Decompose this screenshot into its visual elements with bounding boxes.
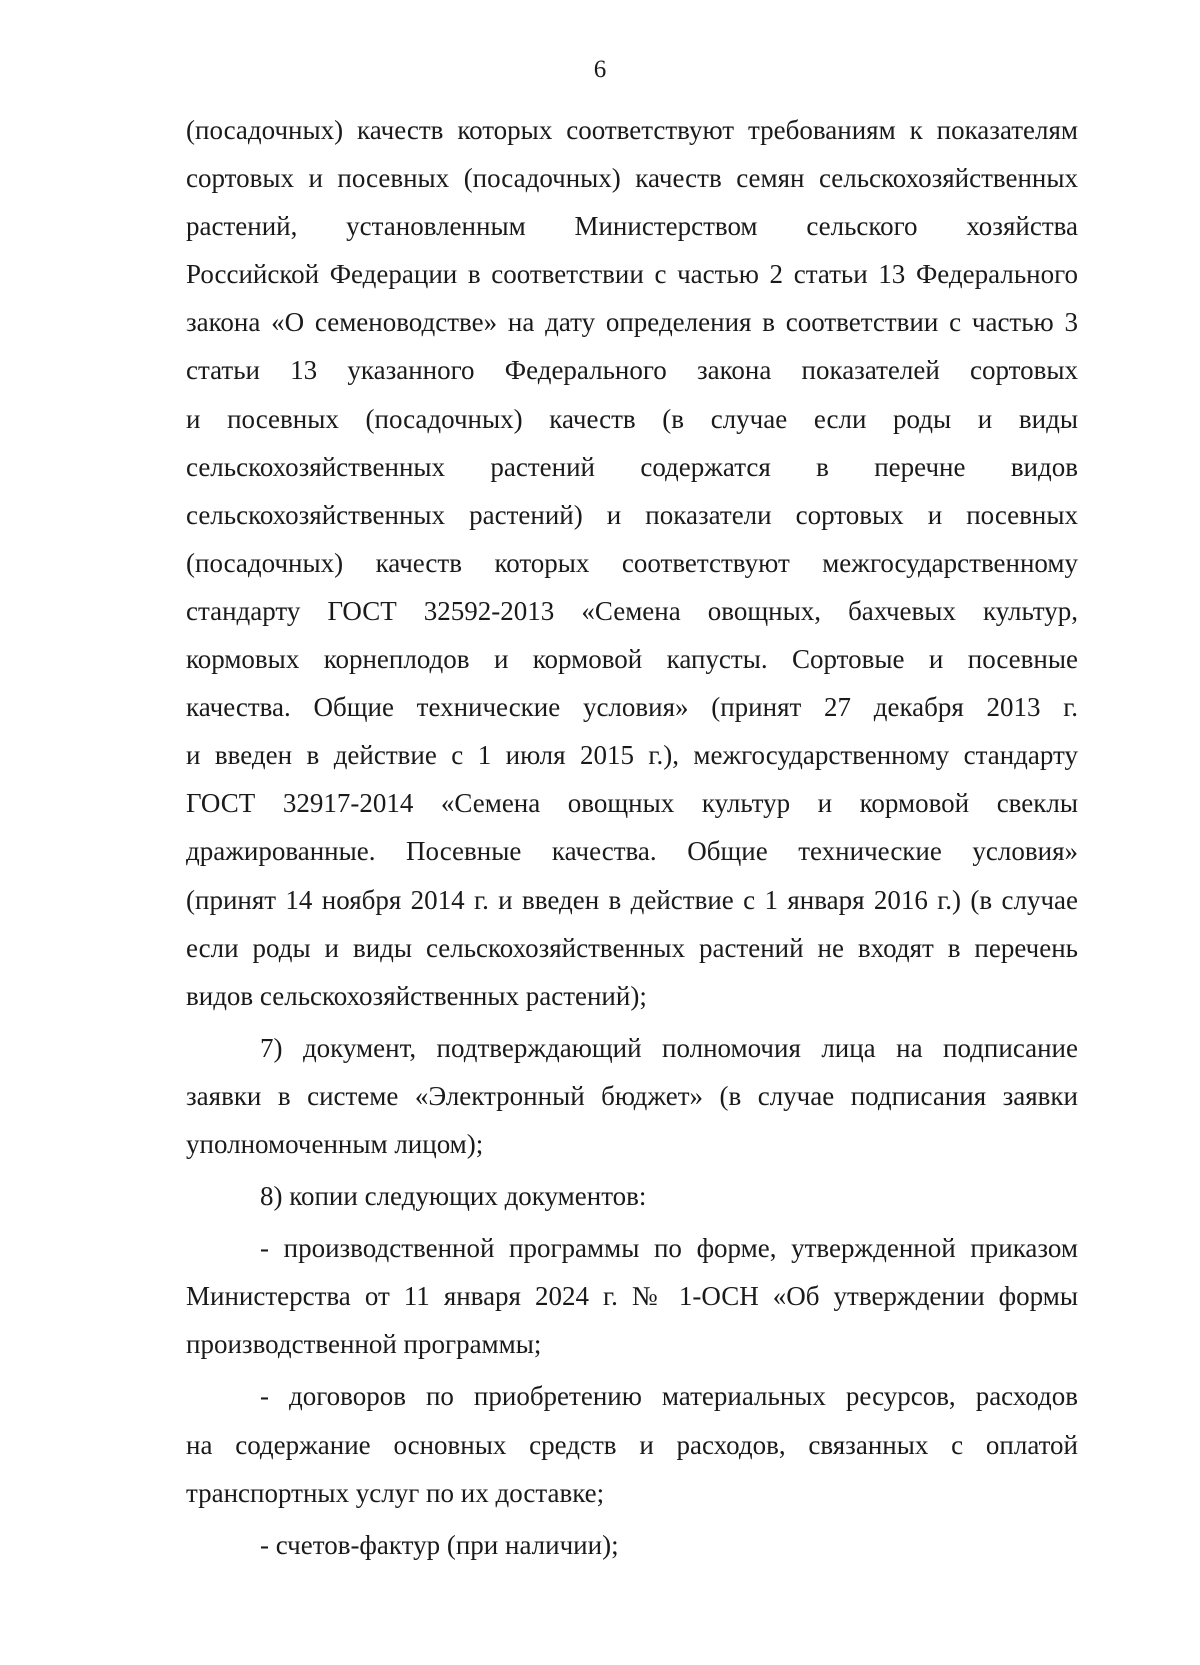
text-line: (посадочных) качеств которых соответствуют требованиям к показателям xyxy=(186,115,1078,145)
text-line: - договоров по приобретению материальных ресурсов, расходов xyxy=(260,1381,1078,1412)
text-line: и посевных (посадочных) качеств (в случае если роды и виды xyxy=(186,403,1078,434)
text-line: (посадочных) качеств которых соответствуют межгосударственному xyxy=(186,547,1078,578)
text-line: кормовых корнеплодов и кормовой капусты. Сортовые и посевные xyxy=(186,644,1078,675)
text-line: 7) документ, подтверждающий полномочия лица на подписание xyxy=(260,1032,1078,1063)
text-line: закона «О семеноводстве» на дату определения в соответствии с частью 3 xyxy=(186,307,1078,338)
text-line: 8) копии следующих документов: xyxy=(260,1181,647,1212)
document-body xyxy=(186,106,1078,1569)
text-line: и введен в действие с 1 июля 2015 г.), межгосударственному стандарту xyxy=(186,740,1078,771)
page-number: 6 xyxy=(593,56,607,83)
text-line: дражированные. Посевные качества. Общие технические условия» xyxy=(186,836,1078,867)
text-line: сельскохозяйственных растений содержатся в перечне видов xyxy=(186,451,1078,482)
text-line: ГОСТ 32917-2014 «Семена овощных культур и кормовой свеклы xyxy=(186,788,1078,819)
list-item-7-authority-document xyxy=(186,1024,1078,1168)
text-line: уполномоченным лицом); xyxy=(186,1128,484,1159)
text-line: заявки в системе «Электронный бюджет» (в случае подписания заявки xyxy=(186,1080,1078,1111)
text-line: (принят 14 ноября 2014 г. и введен в действие с 1 января 2016 г.) (в случае xyxy=(186,884,1078,915)
text-line: статьи 13 указанного Федерального закона показателей сортовых xyxy=(186,355,1078,386)
text-line: сортовых и посевных (посадочных) качеств семян сельскохозяйственных xyxy=(186,163,1078,194)
text-line: если роды и виды сельскохозяйственных растений не входят в перечень xyxy=(186,932,1078,963)
sub-item-invoices xyxy=(186,1521,1078,1569)
text-line: - счетов-фактур (при наличии); xyxy=(260,1529,619,1560)
text-line: производственной программы; xyxy=(186,1329,542,1360)
text-line: Российской Федерации в соответствии с частью 2 статьи 13 Федерального xyxy=(186,259,1078,290)
list-item-8-document-copies xyxy=(186,1172,1078,1220)
text-line: - производственной программы по форме, утвержденной приказом xyxy=(260,1233,1078,1264)
sub-item-contracts xyxy=(186,1372,1078,1516)
text-line: видов сельскохозяйственных растений); xyxy=(186,980,647,1011)
text-line: растений, установленным Министерством сельского хозяйства xyxy=(186,211,1078,242)
text-line: стандарту ГОСТ 32592-2013 «Семена овощных, бахчевых культур, xyxy=(186,595,1078,626)
paragraph-seed-quality-requirements xyxy=(186,106,1078,1020)
text-line: транспортных услуг по их доставке; xyxy=(186,1477,605,1508)
sub-item-production-program xyxy=(186,1224,1078,1368)
text-line: сельскохозяйственных растений) и показатели сортовых и посевных xyxy=(186,499,1078,530)
text-line: качества. Общие технические условия» (принят 27 декабря 2013 г. xyxy=(186,692,1078,723)
text-line: на содержание основных средств и расходов, связанных с оплатой xyxy=(186,1429,1078,1460)
text-line: Министерства от 11 января 2024 г. № 1-ОСН «Об утверждении формы xyxy=(186,1281,1078,1312)
